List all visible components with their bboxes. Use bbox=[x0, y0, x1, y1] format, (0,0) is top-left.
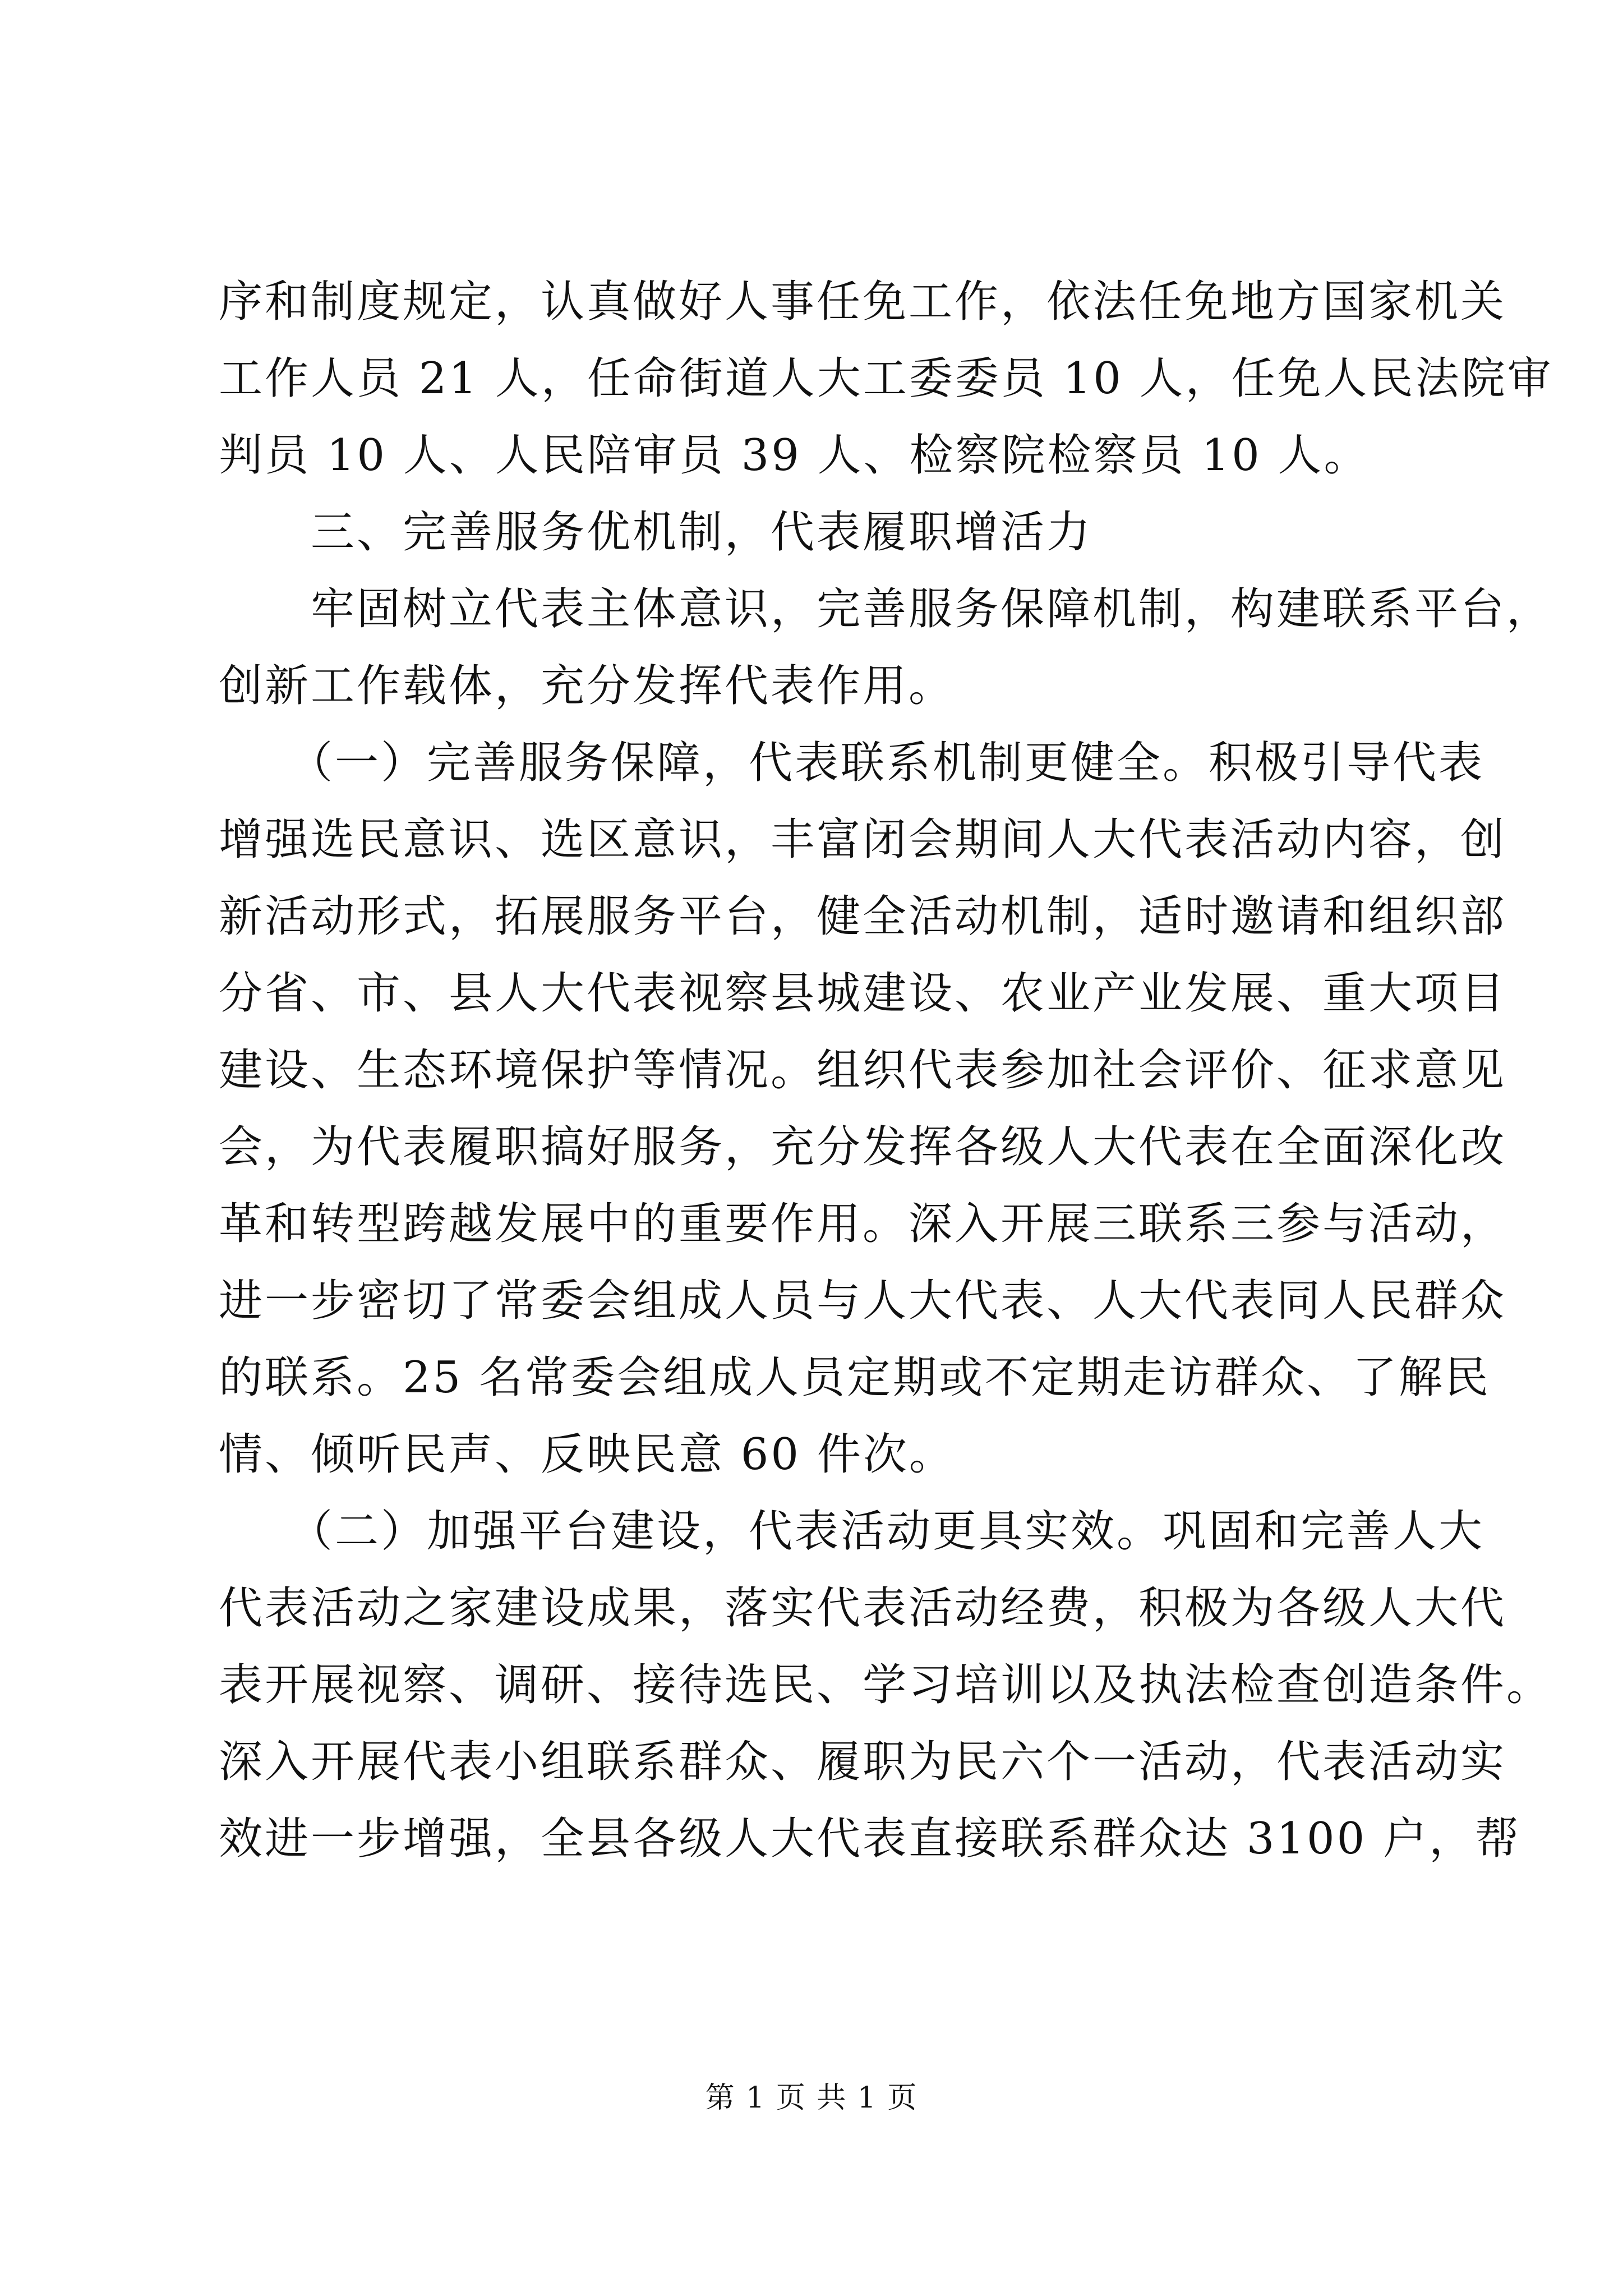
text-line: 工作人员 21 人，任命街道人大工委委员 10 人，任免人民法院审 bbox=[219, 353, 1553, 404]
text-line: 判员 10 人、人民陪审员 39 人、检察院检察员 10 人。 bbox=[219, 430, 1370, 481]
page-footer: 第 1 页 共 1 页 bbox=[705, 2081, 918, 2115]
text-line: 会，为代表履职搞好服务，充分发挥各级人大代表在全面深化改 bbox=[219, 1122, 1507, 1172]
text-line: 增强选民意识、选区意识，丰富闭会期间人大代表活动内容，创 bbox=[219, 815, 1507, 865]
text-line: 建设、生态环境保护等情况。组织代表参加社会评价、征求意见 bbox=[219, 1045, 1507, 1096]
text-line: 的联系。25 名常委会组成人员定期或不定期走访群众、了解民 bbox=[219, 1352, 1491, 1403]
text-line: 创新工作载体，充分发挥代表作用。 bbox=[219, 661, 955, 711]
text-line: 代表活动之家建设成果，落实代表活动经费，积极为各级人大代 bbox=[219, 1583, 1507, 1634]
text-line: 效进一步增强，全县各级人大代表直接联系群众达 3100 户，帮 bbox=[219, 1814, 1521, 1864]
text-line: 新活动形式，拓展服务平台，健全活动机制，适时邀请和组织部 bbox=[219, 891, 1507, 942]
text-line: （一）完善服务保障，代表联系机制更健全。积极引导代表 bbox=[219, 738, 1485, 788]
text-line: 进一步密切了常委会组成人员与人大代表、人大代表同人民群众 bbox=[219, 1276, 1507, 1326]
text-line: 表开展视察、调研、接待选民、学习培训以及执法检查创造条件。 bbox=[219, 1660, 1553, 1710]
text-line: 情、倾听民声、反映民意 60 件次。 bbox=[219, 1429, 955, 1480]
text-line: 牢固树立代表主体意识，完善服务保障机制，构建联系平台， bbox=[219, 584, 1553, 634]
text-line: 序和制度规定，认真做好人事任免工作，依法任免地方国家机关 bbox=[219, 277, 1507, 327]
section-heading: 三、完善服务优机制，代表履职增活力 bbox=[219, 507, 1093, 558]
text-line: 革和转型跨越发展中的重要作用。深入开展三联系三参与活动， bbox=[219, 1199, 1507, 1249]
text-line: （二）加强平台建设，代表活动更具实效。巩固和完善人大 bbox=[219, 1506, 1485, 1557]
text-line: 深入开展代表小组联系群众、履职为民六个一活动，代表活动实 bbox=[219, 1737, 1507, 1787]
text-line: 分省、市、县人大代表视察县城建设、农业产业发展、重大项目 bbox=[219, 968, 1507, 1019]
body-text bbox=[219, 264, 1553, 1878]
